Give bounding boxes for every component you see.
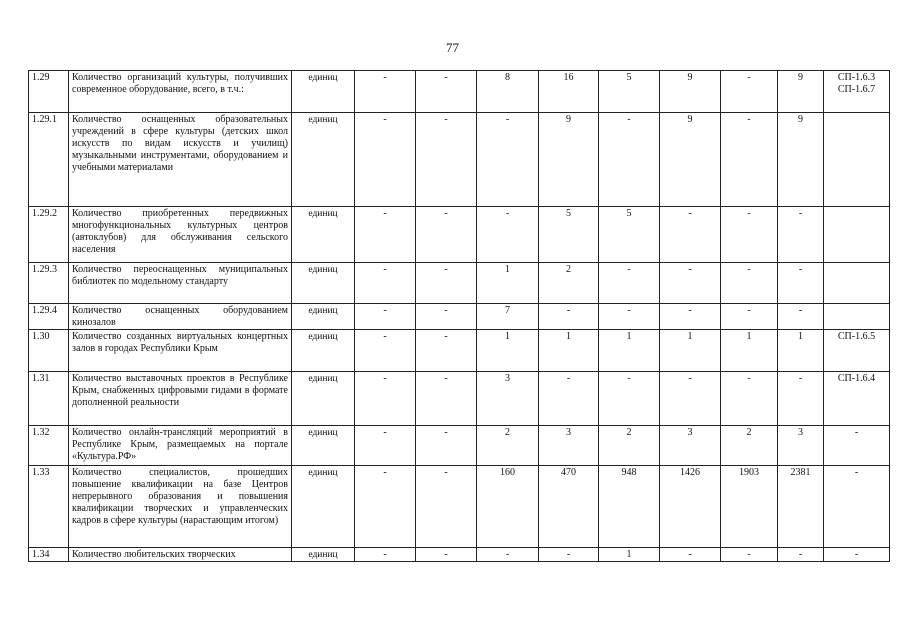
value-cell: -	[778, 372, 824, 426]
indicator-name-cell: Количество любительских творческих	[69, 548, 292, 562]
value-cell: -	[660, 263, 721, 304]
value-cell: -	[721, 263, 778, 304]
source-cell	[824, 71, 890, 113]
source-code: -	[854, 549, 859, 560]
indicator-name-cell: Количество специалистов, прошедших повышение квалификации на базе Центров непрерывного образования и повышения квалификации творческих и управленческих кадров в сфере культуры (нарастающим итогом)	[69, 466, 292, 548]
value-cell: -	[721, 372, 778, 426]
table-row	[29, 548, 890, 562]
value-cell: -	[355, 372, 416, 426]
table-row	[29, 466, 890, 548]
value-cell: 3	[660, 426, 721, 466]
value-cell: -	[778, 263, 824, 304]
source-code: СП-1.6.3	[837, 72, 876, 83]
value-cell: -	[416, 207, 477, 263]
value-cell: -	[416, 113, 477, 207]
table-body	[29, 71, 890, 562]
value-cell: -	[778, 548, 824, 562]
value-cell: -	[599, 372, 660, 426]
source-cell	[824, 426, 890, 466]
value-cell: -	[355, 71, 416, 113]
indicator-name-cell: Количество выставочных проектов в Республике Крым, снабженных цифровыми гидами в формате дополненной реальности	[69, 372, 292, 426]
unit-cell: единиц	[292, 426, 355, 466]
indicator-name-cell: Количество приобретенных передвижных многофункциональных культурных центров (автоклубов) для обслуживания сельского населения	[69, 207, 292, 263]
value-cell: 160	[477, 466, 539, 548]
value-cell: 470	[539, 466, 599, 548]
unit-cell: единиц	[292, 466, 355, 548]
table-row	[29, 426, 890, 466]
source-cell	[824, 207, 890, 263]
source-cell	[824, 113, 890, 207]
value-cell: -	[416, 330, 477, 372]
value-cell: -	[416, 71, 477, 113]
row-number-cell: 1.31	[29, 372, 69, 426]
value-cell: 2	[477, 426, 539, 466]
value-cell: 9	[778, 71, 824, 113]
value-cell: -	[539, 304, 599, 330]
table-row	[29, 263, 890, 304]
value-cell: -	[355, 330, 416, 372]
unit-cell: единиц	[292, 304, 355, 330]
table-row	[29, 113, 890, 207]
value-cell: -	[477, 548, 539, 562]
value-cell: -	[721, 548, 778, 562]
unit-cell: единиц	[292, 263, 355, 304]
source-cell	[824, 304, 890, 330]
value-cell: -	[539, 372, 599, 426]
source-cell	[824, 548, 890, 562]
indicators-table	[28, 70, 890, 562]
row-number-cell: 1.34	[29, 548, 69, 562]
unit-cell: единиц	[292, 330, 355, 372]
value-cell: -	[599, 113, 660, 207]
value-cell: -	[778, 207, 824, 263]
value-cell: -	[355, 113, 416, 207]
value-cell: -	[660, 304, 721, 330]
unit-cell: единиц	[292, 548, 355, 562]
value-cell: -	[599, 304, 660, 330]
value-cell: -	[660, 548, 721, 562]
value-cell: -	[721, 113, 778, 207]
indicator-name-cell: Количество переоснащенных муниципальных библиотек по модельному стандарту	[69, 263, 292, 304]
indicator-name-cell: Количество онлайн-трансляций мероприятий в Республике Крым, размещаемых на портале «Культура.РФ»	[69, 426, 292, 466]
value-cell: -	[477, 207, 539, 263]
value-cell: -	[539, 548, 599, 562]
table-row	[29, 330, 890, 372]
value-cell: -	[355, 548, 416, 562]
value-cell: -	[660, 207, 721, 263]
value-cell: 1	[539, 330, 599, 372]
value-cell: 2381	[778, 466, 824, 548]
row-number-cell: 1.29.1	[29, 113, 69, 207]
value-cell: 2	[721, 426, 778, 466]
value-cell: 5	[599, 207, 660, 263]
value-cell: 8	[477, 71, 539, 113]
value-cell: 3	[539, 426, 599, 466]
unit-cell: единиц	[292, 207, 355, 263]
value-cell: 1903	[721, 466, 778, 548]
value-cell: -	[599, 263, 660, 304]
value-cell: 1	[599, 548, 660, 562]
value-cell: 948	[599, 466, 660, 548]
value-cell: 9	[660, 71, 721, 113]
value-cell: 3	[477, 372, 539, 426]
value-cell: -	[355, 263, 416, 304]
unit-cell: единиц	[292, 71, 355, 113]
value-cell: -	[721, 304, 778, 330]
page-number: 77	[446, 40, 459, 55]
source-cell	[824, 466, 890, 548]
source-code: -	[854, 467, 859, 478]
row-number-cell: 1.33	[29, 466, 69, 548]
value-cell: -	[477, 113, 539, 207]
value-cell: -	[416, 548, 477, 562]
value-cell: 9	[778, 113, 824, 207]
row-number-cell: 1.29.4	[29, 304, 69, 330]
source-cell	[824, 372, 890, 426]
value-cell: -	[355, 466, 416, 548]
value-cell: 2	[539, 263, 599, 304]
indicator-name-cell: Количество оснащенных образовательных учреждений в сфере культуры (детских школ искусств по видам искусств и училищ) музыкальными инструментами, оборудованием и учебными материалами	[69, 113, 292, 207]
value-cell: 5	[599, 71, 660, 113]
value-cell: 1	[660, 330, 721, 372]
value-cell: 3	[778, 426, 824, 466]
value-cell: 1	[599, 330, 660, 372]
indicator-name-cell: Количество оснащенных оборудованием кинозалов	[69, 304, 292, 330]
value-cell: 1	[477, 263, 539, 304]
value-cell: 9	[539, 113, 599, 207]
value-cell: -	[721, 207, 778, 263]
value-cell: -	[416, 426, 477, 466]
value-cell: -	[355, 426, 416, 466]
value-cell: -	[355, 207, 416, 263]
source-code: СП-1.6.4	[837, 373, 876, 384]
row-number-cell: 1.29.2	[29, 207, 69, 263]
row-number-cell: 1.29	[29, 71, 69, 113]
value-cell: 16	[539, 71, 599, 113]
row-number-cell: 1.32	[29, 426, 69, 466]
value-cell: 1	[477, 330, 539, 372]
value-cell: -	[778, 304, 824, 330]
source-code: СП-1.6.5	[837, 331, 876, 342]
unit-cell: единиц	[292, 113, 355, 207]
value-cell: -	[660, 372, 721, 426]
value-cell: 9	[660, 113, 721, 207]
value-cell: 5	[539, 207, 599, 263]
source-cell	[824, 330, 890, 372]
value-cell: -	[721, 71, 778, 113]
source-code: -	[854, 427, 859, 438]
indicator-name-cell: Количество созданных виртуальных концертных залов в городах Республики Крым	[69, 330, 292, 372]
value-cell: -	[355, 304, 416, 330]
unit-cell: единиц	[292, 372, 355, 426]
table-row	[29, 304, 890, 330]
table-row	[29, 71, 890, 113]
value-cell: 1	[721, 330, 778, 372]
value-cell: -	[416, 466, 477, 548]
value-cell: 1	[778, 330, 824, 372]
value-cell: 1426	[660, 466, 721, 548]
value-cell: -	[416, 372, 477, 426]
row-number-cell: 1.30	[29, 330, 69, 372]
value-cell: -	[416, 263, 477, 304]
value-cell: 2	[599, 426, 660, 466]
source-cell	[824, 263, 890, 304]
table-row	[29, 372, 890, 426]
indicator-name-cell: Количество организаций культуры, получивших современное оборудование, всего, в т.ч.:	[69, 71, 292, 113]
value-cell: 7	[477, 304, 539, 330]
value-cell: -	[416, 304, 477, 330]
source-code: СП-1.6.7	[837, 84, 876, 95]
table-row	[29, 207, 890, 263]
row-number-cell: 1.29.3	[29, 263, 69, 304]
